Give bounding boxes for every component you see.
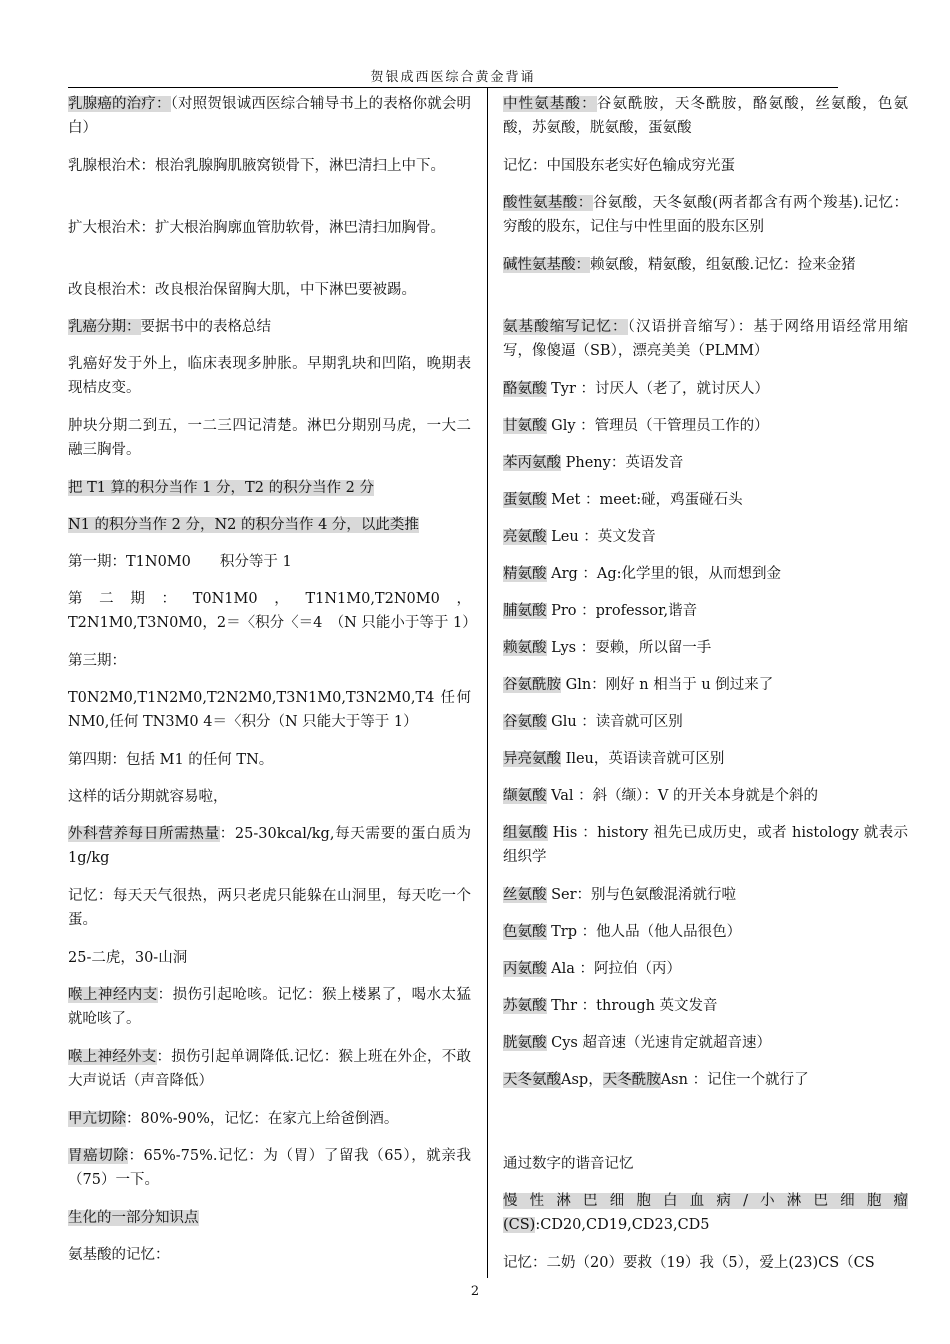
- paragraph-text: His ：history 祖先已成历史，或者 histology 就表示组织学: [503, 825, 909, 865]
- paragraph-text: （对照贺银诚西医综合辅导书上的表格你就会明白）: [68, 96, 472, 136]
- paragraph: [503, 784, 908, 808]
- paragraph: [68, 686, 471, 734]
- paragraph-text: 谷氨酰胺，天冬酰胺，酪氨酸，丝氨酸，色氨酸，苏氨酸，胱氨酸，蛋氨酸: [503, 96, 909, 136]
- highlighted-term: 甲亢切除: [68, 1111, 126, 1127]
- paragraph-text: 第一期：T1N0M0 积分等于 1: [68, 554, 292, 570]
- paragraph: [503, 315, 908, 363]
- paragraph-text: Asn ：记住一个就行了: [660, 1072, 809, 1088]
- highlighted-term: 中性氨基酸：: [503, 96, 597, 112]
- page-number: 2: [470, 1284, 480, 1299]
- paragraph: [503, 488, 908, 512]
- highlighted-term: 氨基酸缩写记忆：: [503, 319, 628, 335]
- paragraph: [68, 154, 471, 178]
- highlighted-term: 生化的一部分知识点: [68, 1210, 199, 1226]
- paragraph-text: ：25-30kcal/kg,每天需要的蛋白质为 1g/kg: [68, 826, 471, 866]
- paragraph: [68, 414, 471, 462]
- paragraph: [68, 1144, 471, 1192]
- paragraph: [503, 747, 908, 771]
- paragraph: [503, 1068, 908, 1092]
- paragraph-text: 赖氨酸，精氨酸，组氨酸.记忆：捡来金猪: [590, 257, 856, 273]
- paragraph: [503, 414, 908, 438]
- paragraph-text: Gly ：管理员（干管理员工作的）: [546, 418, 769, 434]
- paragraph-text: 扩大根治术：扩大根治胸廓血管肋软骨，淋巴清扫加胸骨。: [68, 220, 445, 236]
- highlighted-term: 苯丙氨酸: [503, 455, 561, 471]
- paragraph-text: Pro ：professor,谐音: [546, 603, 698, 619]
- highlighted-term: 酪氨酸: [503, 381, 547, 397]
- paragraph: [503, 191, 908, 239]
- paragraph-text: Tyr ：讨厌人（老了，就讨厌人）: [546, 381, 770, 397]
- paragraph: [503, 994, 908, 1018]
- highlighted-term: 碱性氨基酸：: [503, 257, 590, 273]
- paragraph: [503, 154, 908, 178]
- highlighted-term: 乳腺癌的治疗：: [68, 96, 171, 112]
- paragraph: [68, 587, 477, 635]
- paragraph-text: Gln：刚好 n 相当于 u 倒过来了: [561, 677, 774, 693]
- paragraph: [68, 1206, 471, 1230]
- paragraph-text: ：损伤引起单调降低.记忆：猴上班在外企，不敢大声说话（声音降低）: [68, 1049, 471, 1089]
- paragraph: [503, 920, 908, 944]
- paragraph: [503, 92, 908, 140]
- paragraph: [503, 883, 908, 907]
- paragraph-text: T0N2M0,T1N2M0,T2N2M0,T3N1M0,T3N2M0,T4 任何 NM0,任何 TN3M0 4＝〈积分（N 只能大于等于 1）: [68, 690, 471, 730]
- paragraph-text: Arg ：Ag:化学里的银，从而想到金: [546, 566, 782, 582]
- highlighted-term: 慢性淋巴细胞白血病/小淋巴细胞瘤(CS): [503, 1193, 908, 1233]
- page-header: 贺银成西医综合黄金背诵: [68, 70, 838, 88]
- highlighted-term: 天冬酰胺: [602, 1072, 661, 1088]
- paragraph-text: Val ：斜（缬）：V 的开关本身就是个斜的: [546, 788, 818, 804]
- paragraph: [503, 1031, 908, 1055]
- paragraph-text: （汉语拼音缩写）：基于网络用语经常用缩写，像傻逼（SB），漂亮美美（PLMM）: [503, 319, 909, 359]
- paragraph: [68, 884, 471, 932]
- highlighted-term: 酸性氨基酸：: [503, 195, 593, 211]
- paragraph: [68, 983, 471, 1031]
- paragraph-text: 记忆：二奶（20）要救（19）我（5），爱上(23)CS（CS: [503, 1255, 875, 1271]
- highlighted-term: 组氨酸: [503, 825, 548, 841]
- paragraph-text: 氨基酸的记忆：: [68, 1247, 170, 1263]
- paragraph-text: 25-二虎，30-山洞: [68, 950, 188, 966]
- highlighted-term: 胱氨酸: [503, 1035, 547, 1051]
- highlighted-term: 甘氨酸: [503, 418, 547, 434]
- paragraph-text: ：65%-75%.记忆：为（胃）了留我（65），就亲我（75）一下。: [68, 1148, 472, 1188]
- paragraph: [68, 278, 471, 302]
- paragraph-text: ：损伤引起呛咳。记忆：猴上楼累了，喝水太猛就呛咳了。: [68, 987, 472, 1027]
- paragraph: [503, 710, 908, 734]
- paragraph-text: 记忆：中国股东老实好色输成穷光蛋: [503, 158, 735, 174]
- paragraph-text: Trp ：他人品（他人品很色）: [546, 924, 742, 940]
- paragraph: [503, 673, 908, 697]
- paragraph-text: :CD20,CD19,CD23,CD5: [535, 1217, 710, 1233]
- highlighted-term: 精氨酸: [503, 566, 547, 582]
- paragraph-text: Met ：meet:碰，鸡蛋碰石头: [546, 492, 743, 508]
- paragraph: [503, 1152, 908, 1176]
- paragraph: [68, 352, 471, 400]
- highlighted-term: 异亮氨酸: [503, 751, 561, 767]
- paragraph: [503, 957, 908, 981]
- paragraph-text: Ala ：阿拉伯（丙）: [546, 961, 681, 977]
- paragraph-text: Lys ：耍赖，所以留一手: [546, 640, 712, 656]
- highlighted-term: 胃癌切除: [68, 1148, 129, 1164]
- highlighted-term: 丙氨酸: [503, 961, 547, 977]
- paragraph-text: Ileu，英语读音就可区别: [561, 751, 725, 767]
- paragraph: [68, 748, 471, 772]
- highlighted-term: 乳癌分期：: [68, 319, 141, 335]
- highlighted-term: 天冬氨酸: [503, 1072, 561, 1088]
- paragraph-text: 乳癌好发于外上，临床表现多肿胀。早期乳块和凹陷，晚期表现桔皮变。: [68, 356, 471, 396]
- paragraph-text: 要据书中的表格总结: [140, 319, 271, 335]
- paragraph-text: 这样的话分期就容易啦，: [68, 789, 228, 805]
- highlighted-term: 缬氨酸: [503, 788, 547, 804]
- highlighted-term: 苏氨酸: [503, 998, 547, 1014]
- paragraph-text: 谷氨酸，天冬氨酸(两者都含有两个羧基).记忆：穷酸的股东，记住与中性里面的股东区别: [503, 195, 909, 235]
- paragraph-text: 乳腺根治术：根治乳腺胸肌腋窝锁骨下，淋巴清扫上中下。: [68, 158, 445, 174]
- paragraph-text: Pheny：英语发音: [561, 455, 684, 471]
- paragraph-text: Cys 超音速（光速肯定就超音速）: [546, 1035, 771, 1051]
- paragraph-text: Glu ：读音就可区别: [546, 714, 683, 730]
- paragraph: [68, 550, 471, 574]
- highlighted-term: 把 T1 算的积分当作 1 分，T2 的积分当作 2 分: [68, 480, 375, 496]
- paragraph-text: 通过数字的谐音记忆: [503, 1156, 634, 1172]
- paragraph: [68, 785, 471, 809]
- paragraph: [503, 599, 908, 623]
- paragraph-text: 记忆：每天天气很热，两只老虎只能躲在山洞里，每天吃一个蛋。: [68, 888, 471, 928]
- highlighted-term: N1 的积分当作 2 分，N2 的积分当作 4 分，以此类推: [68, 517, 419, 533]
- paragraph: [503, 636, 908, 660]
- paragraph-text: 第三期：: [68, 653, 126, 669]
- paragraph: [503, 562, 908, 586]
- paragraph: [68, 649, 471, 673]
- paragraph-text: Leu ：英文发音: [546, 529, 656, 545]
- paragraph: [68, 315, 471, 339]
- paragraph: [68, 1045, 471, 1093]
- paragraph: [503, 451, 908, 475]
- paragraph: [68, 1243, 471, 1267]
- paragraph: [68, 1107, 471, 1131]
- paragraph: [68, 822, 471, 870]
- column-divider: [487, 88, 488, 1278]
- paragraph: [503, 1251, 908, 1275]
- highlighted-term: 喉上神经内支: [68, 987, 158, 1003]
- paragraph: [503, 253, 908, 277]
- paragraph: [503, 821, 908, 869]
- paragraph-text: 改良根治术：改良根治保留胸大肌，中下淋巴要被踢。: [68, 282, 416, 298]
- paragraph: [503, 525, 908, 549]
- paragraph-text: Thr ：through 英文发音: [546, 998, 718, 1014]
- paragraph-text: Ser：别与色氨酸混淆就行啦: [546, 887, 737, 903]
- paragraph-text: Asp，: [561, 1072, 603, 1088]
- paragraph-text: 肿块分期二到五，一二三四记清楚。淋巴分期别马虎，一大二融三胸骨。: [68, 418, 471, 458]
- highlighted-term: 外科营养每日所需热量: [68, 826, 220, 842]
- highlighted-term: 谷氨酸: [503, 714, 547, 730]
- paragraph-text: ：80%-90%，记忆：在家亢上给爸倒酒。: [126, 1111, 399, 1127]
- paragraph: [68, 513, 471, 537]
- highlighted-term: 亮氨酸: [503, 529, 547, 545]
- highlighted-term: 蛋氨酸: [503, 492, 547, 508]
- highlighted-term: 喉上神经外支: [68, 1049, 157, 1065]
- highlighted-term: 赖氨酸: [503, 640, 547, 656]
- highlighted-term: 色氨酸: [503, 924, 547, 940]
- paragraph: [68, 946, 471, 970]
- paragraph: [68, 476, 471, 500]
- paragraph: [68, 216, 471, 240]
- paragraph: [68, 92, 471, 140]
- paragraph: [503, 377, 908, 401]
- highlighted-term: 谷氨酰胺: [503, 677, 561, 693]
- paragraph: [503, 1189, 908, 1237]
- paragraph-text: 第四期：包括 M1 的任何 TN。: [68, 752, 274, 768]
- highlighted-term: 丝氨酸: [503, 887, 547, 903]
- paragraph-text: 第二期：T0N1M0，T1N1M0,T2N0M0，T2N1M0,T3N0M0，2＝〈积分〈＝4 （N 只能小于等于 1）: [68, 591, 477, 631]
- highlighted-term: 脯氨酸: [503, 603, 547, 619]
